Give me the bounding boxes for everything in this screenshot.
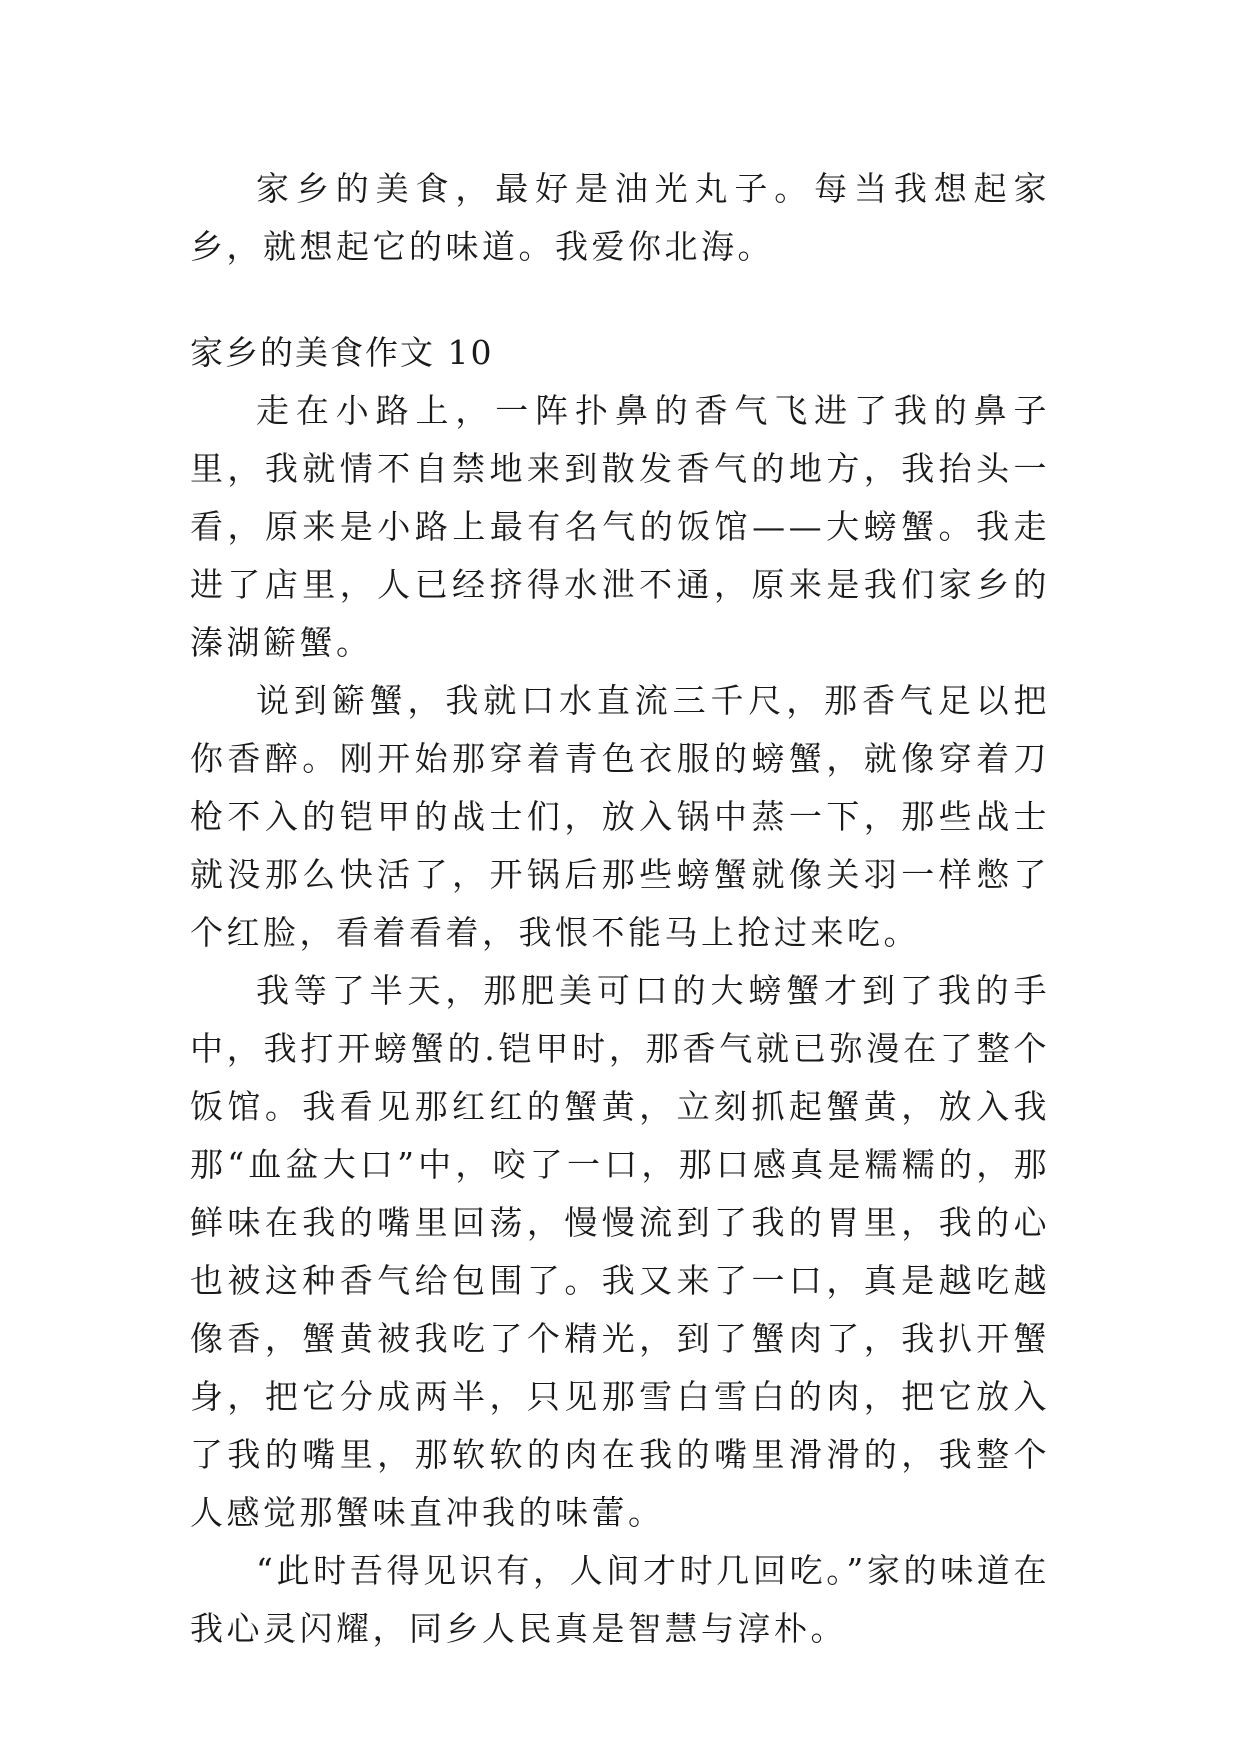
- body-paragraph-3: 我等了半天，那肥美可口的大螃蟹才到了我的手中，我打开螃蟹的.铠甲时，那香气就已弥漫在了整个饭馆。我看见那红红的蟹黄，立刻抓起蟹黄，放入我那“血盆大口”中，咬了一口，那口感真是糯糯的，那鲜味在我的嘴里回荡，慢慢流到了我的胃里，我的心也被这种香气给包围了。我又来了一口，真是越吃越像香，蟹黄被我吃了个精光，到了蟹肉了，我扒开蟹身，把它分成两半，只见那雪白雪白的肉，把它放入了我的嘴里，那软软的肉在我的嘴里滑滑的，我整个人感觉那蟹味直冲我的味蕾。: [190, 971, 1050, 1532]
- body-paragraph-1: 走在小路上，一阵扑鼻的香气飞进了我的鼻子里，我就情不自禁地来到散发香气的地方，我抬头一看，原来是小路上最有名气的饭馆——大螃蟹。我走进了店里，人已经挤得水泄不通，原来是我们家乡的溱湖簖蟹。: [190, 391, 1050, 662]
- intro-paragraph: 家乡的美食，最好是油光丸子。每当我想起家乡，就想起它的味道。我爱你北海。: [190, 169, 1050, 266]
- document-body: [190, 160, 1050, 1658]
- section-title: 家乡的美食作文 10: [190, 333, 494, 372]
- body-paragraph-2: 说到簖蟹，我就口水直流三千尺，那香气足以把你香醉。刚开始那穿着青色衣服的螃蟹，就像穿着刀枪不入的铠甲的战士们，放入锅中蒸一下，那些战士就没那么快活了，开锅后那些螃蟹就像关羽一样憋了个红脸，看着看着，我恨不能马上抢过来吃。: [190, 681, 1050, 952]
- body-paragraph-4: “此时吾得见识有，人间才时几回吃。”家的味道在我心灵闪耀，同乡人民真是智慧与淳朴。: [190, 1551, 1050, 1648]
